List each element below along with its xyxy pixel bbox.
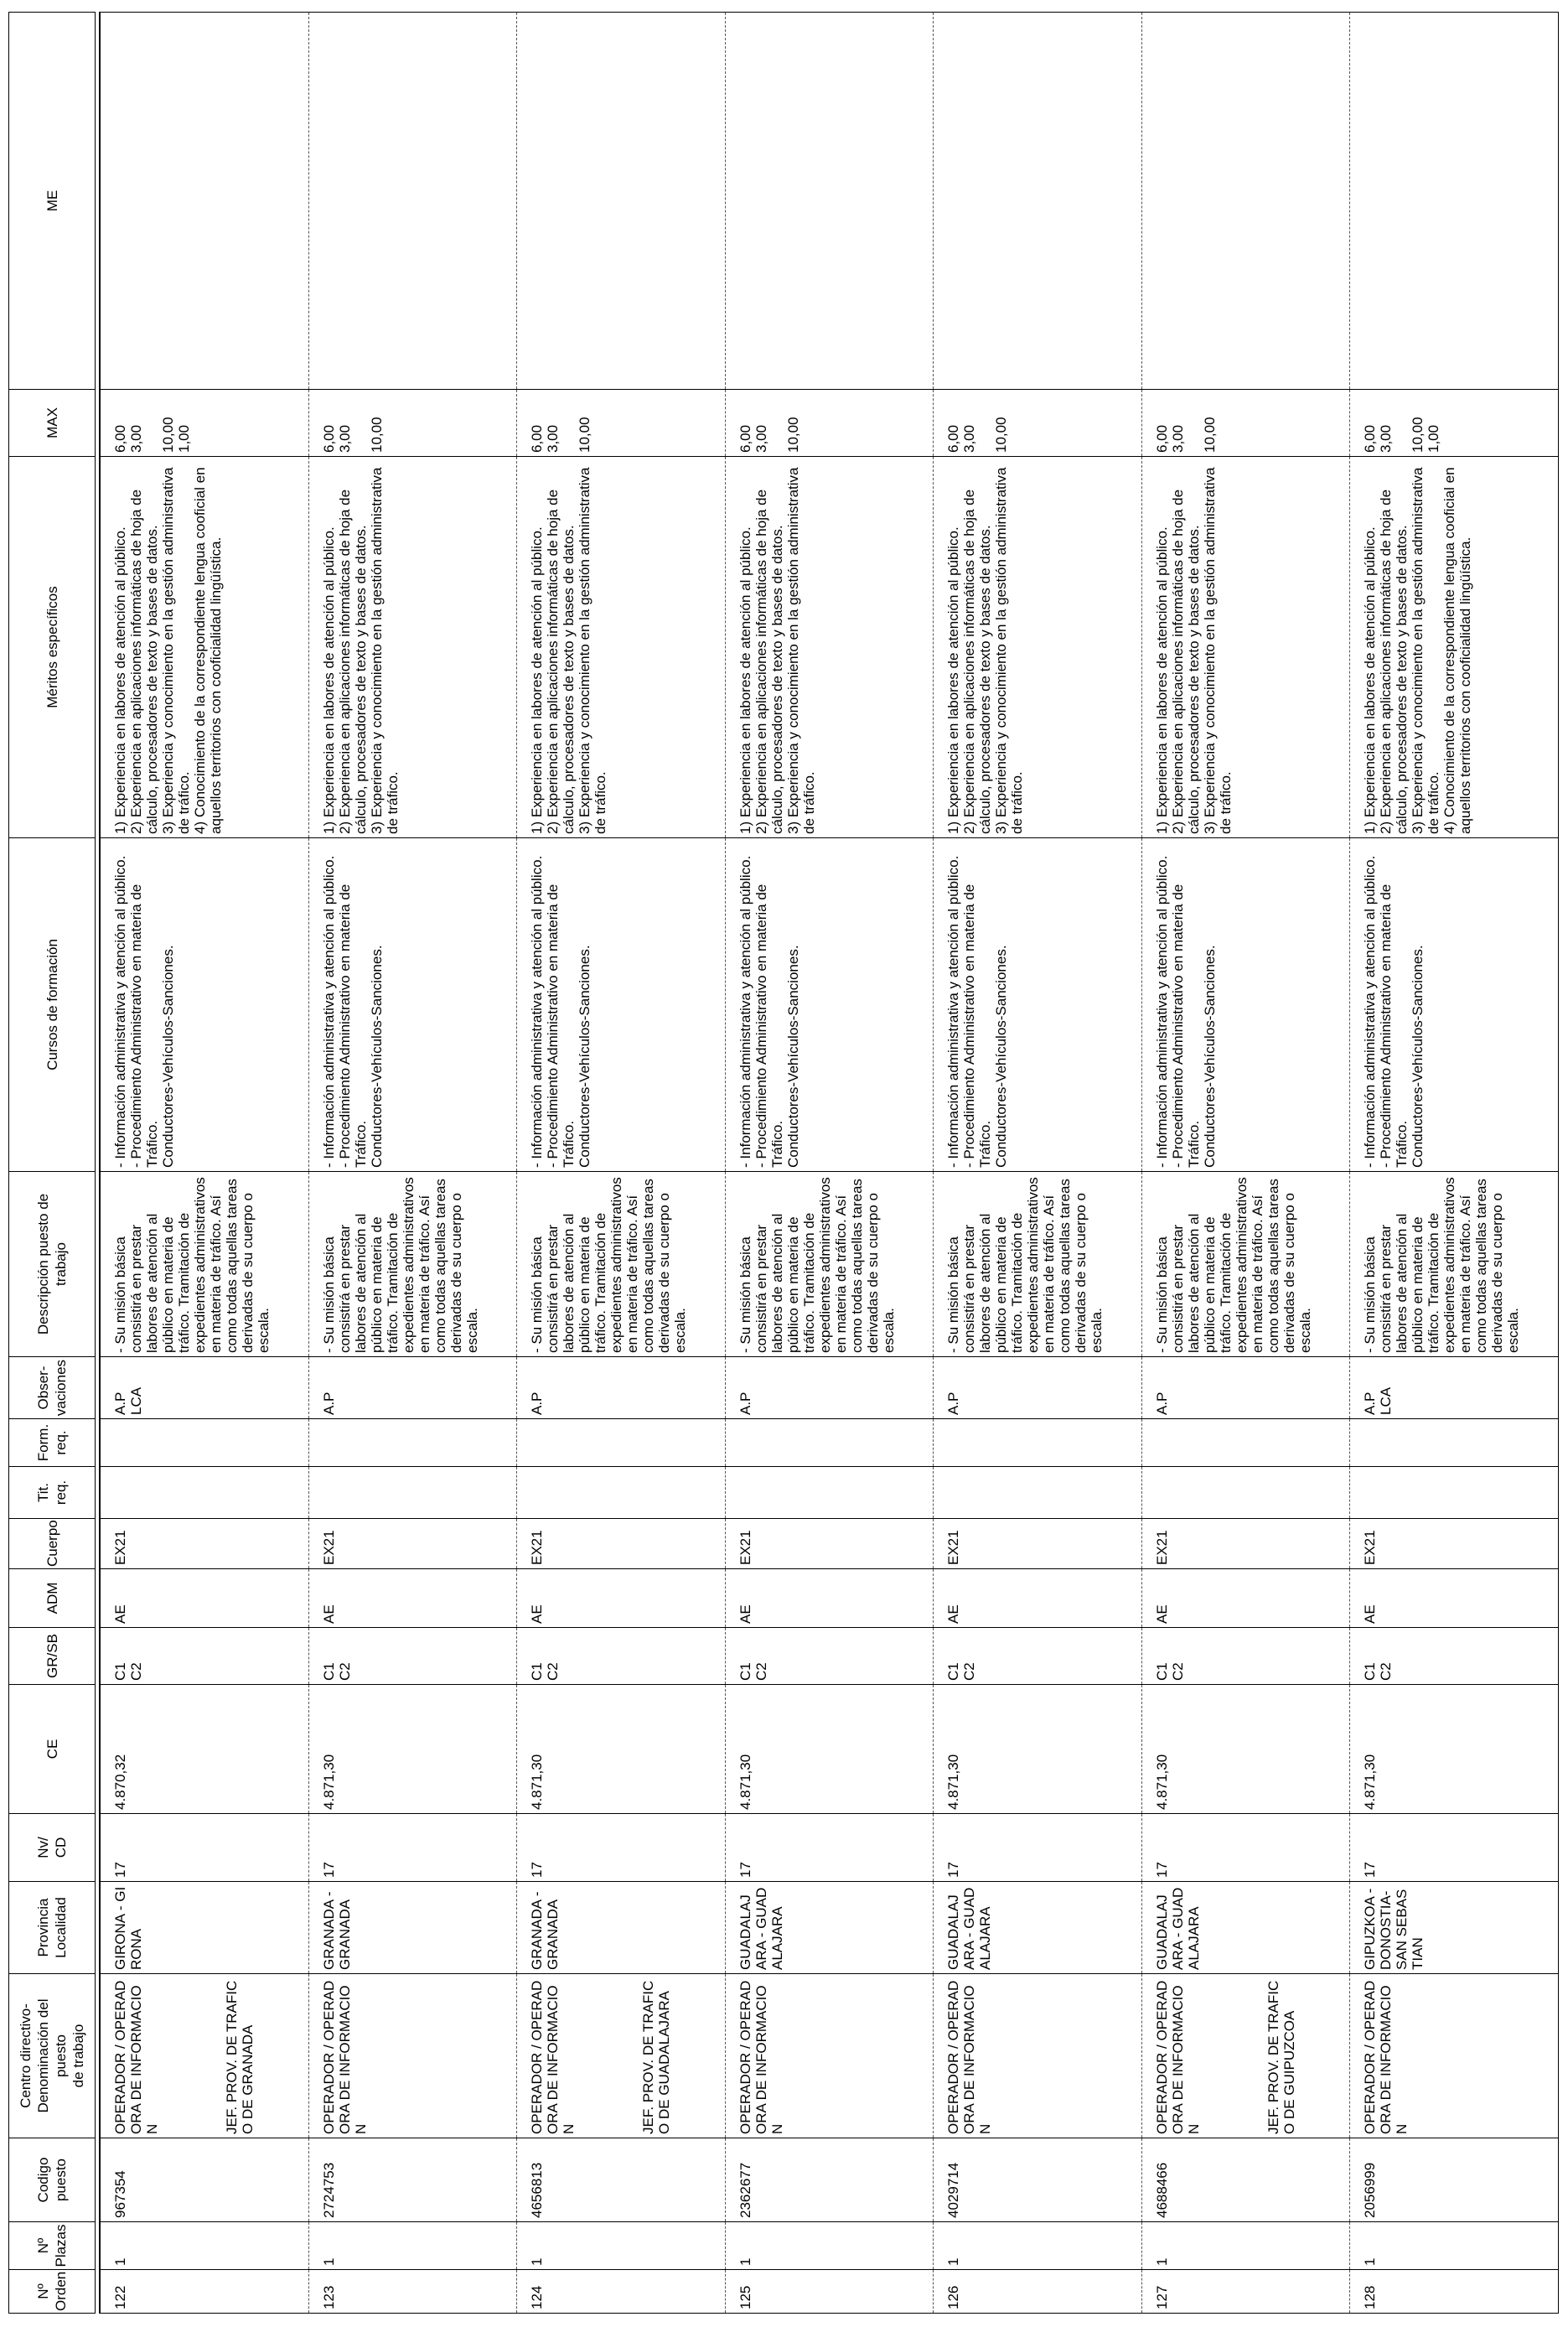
cell-centro: OPERADOR / OPERADORA DE INFORMACION JEF. PROV. DE TRAFICO DE GRANADA xyxy=(100,1974,308,2138)
cell-observaciones: A.P LCA xyxy=(1350,1357,1559,1419)
cell-grupo: C1 C2 xyxy=(1141,1628,1350,1685)
cell-titulacion xyxy=(517,1467,726,1519)
cell-descripcion: - Su misión básica consistirá en prestar labores de atención al público en materia de tráfico. Tramitación de expedientes administrativos en materia de tráfico. Así como todas aquellas tareas derivadas de su cuerpo o escala. xyxy=(308,1172,517,1357)
cell-ce: 4.871,30 xyxy=(725,1685,934,1814)
header-formacion: Form. req. xyxy=(9,1419,96,1467)
cell-adm: AE xyxy=(1350,1569,1559,1628)
cell-formacion xyxy=(1350,1419,1559,1467)
cell-meritos: 1) Experiencia en labores de atención al público. 2) Experiencia en aplicaciones informáticas de hoja de cálculo, procesadores de texto y bases de datos. 3) Experiencia y conocimiento en la gestión administrativa de tráfico. xyxy=(308,457,517,838)
cell-formacion xyxy=(517,1419,726,1467)
header-ce: CE xyxy=(9,1685,96,1814)
header-adm: ADM xyxy=(9,1569,96,1628)
cell-max: 6,00 3,00 10,00 xyxy=(934,390,1142,457)
cell-grupo: C1 C2 xyxy=(100,1628,308,1685)
cell-codigo: 4029714 xyxy=(934,2138,1142,2222)
cell-formacion xyxy=(100,1419,308,1467)
cell-grupo: C1 C2 xyxy=(934,1628,1142,1685)
cell-cuerpo: EX21 xyxy=(1350,1519,1559,1569)
header-titulacion: Tit. req. xyxy=(9,1467,96,1519)
cell-adm: AE xyxy=(100,1569,308,1628)
header-row xyxy=(9,13,96,2314)
cell-cursos: - Información administrativa y atención al público. - Procedimiento Administrativo en materia de Tráfico. Conductores-Vehículos-Sanciones. xyxy=(517,838,726,1172)
cell-descripcion: - Su misión básica consistirá en prestar labores de atención al público en materia de tráfico. Tramitación de expedientes administrativos en materia de tráfico. Así como todas aquellas tareas derivadas de su cuerpo o escala. xyxy=(1141,1172,1350,1357)
cell-centro: OPERADOR / OPERADORA DE INFORMACION xyxy=(934,1974,1142,2138)
header-codigo: Codigo puesto xyxy=(9,2138,96,2222)
cell-max: 6,00 3,00 10,00 1,00 xyxy=(1350,390,1559,457)
cell-ce: 4.871,30 xyxy=(1350,1685,1559,1814)
cell-codigo: 2362677 xyxy=(725,2138,934,2222)
cell-codigo: 2724753 xyxy=(308,2138,517,2222)
cell-meritos: 1) Experiencia en labores de atención al público. 2) Experiencia en aplicaciones informáticas de hoja de cálculo, procesadores de texto y bases de datos. 3) Experiencia y conocimiento en la gestión administrativa de tráfico. xyxy=(934,457,1142,838)
cell-meritos: 1) Experiencia en labores de atención al público. 2) Experiencia en aplicaciones informáticas de hoja de cálculo, procesadores de texto y bases de datos. 3) Experiencia y conocimiento en la gestión administrativa de tráfico. 4) Conocimiento de la correspondiente lengua cooficial en aquellos territorios con cooficialidad lingüística. xyxy=(100,457,308,838)
cell-me xyxy=(1141,13,1350,390)
cell-me xyxy=(934,13,1142,390)
cell-max: 6,00 3,00 10,00 1,00 xyxy=(100,390,308,457)
cell-cursos: - Información administrativa y atención al público. - Procedimiento Administrativo en materia de Tráfico. Conductores-Vehículos-Sanciones. xyxy=(1141,838,1350,1172)
cell-adm: AE xyxy=(725,1569,934,1628)
cell-orden: 123 xyxy=(308,2270,517,2314)
cell-grupo: C1 C2 xyxy=(725,1628,934,1685)
cell-max: 6,00 3,00 10,00 xyxy=(517,390,726,457)
header-centro: Centro directivo- Denominación del puesto de trabajo xyxy=(9,1974,96,2138)
cell-codigo: 2056999 xyxy=(1350,2138,1559,2222)
cell-titulacion xyxy=(725,1467,934,1519)
cell-orden: 125 xyxy=(725,2270,934,2314)
cell-ce: 4.871,30 xyxy=(308,1685,517,1814)
cell-orden: 124 xyxy=(517,2270,726,2314)
cell-descripcion: - Su misión básica consistirá en prestar labores de atención al público en materia de tráfico. Tramitación de expedientes administrativos en materia de tráfico. Así como todas aquellas tareas derivadas de su cuerpo o escala. xyxy=(1350,1172,1559,1357)
table-row xyxy=(517,13,726,2314)
cell-me xyxy=(725,13,934,390)
cell-nivel: 17 xyxy=(725,1814,934,1882)
cell-descripcion: - Su misión básica consistirá en prestar labores de atención al público en materia de tráfico. Tramitación de expedientes administrativos en materia de tráfico. Así como todas aquellas tareas derivadas de su cuerpo o escala. xyxy=(934,1172,1142,1357)
cell-cursos: - Información administrativa y atención al público. - Procedimiento Administrativo en materia de Tráfico. Conductores-Vehículos-Sanciones. xyxy=(934,838,1142,1172)
cell-grupo: C1 C2 xyxy=(308,1628,517,1685)
cell-orden: 128 xyxy=(1350,2270,1559,2314)
cell-adm: AE xyxy=(517,1569,726,1628)
cell-provincia: GIPUZKOA - DONOSTIA-SAN SEBASTIAN xyxy=(1350,1882,1559,1974)
cell-adm: AE xyxy=(934,1569,1142,1628)
cell-observaciones: A.P LCA xyxy=(100,1357,308,1419)
header-orden: Nº Orden xyxy=(9,2270,96,2314)
cell-observaciones: A.P xyxy=(934,1357,1142,1419)
cell-centro: OPERADOR / OPERADORA DE INFORMACION xyxy=(308,1974,517,2138)
cell-cursos: - Información administrativa y atención al público. - Procedimiento Administrativo en materia de Tráfico. Conductores-Vehículos-Sanciones. xyxy=(100,838,308,1172)
header-cuerpo: Cuerpo xyxy=(9,1519,96,1569)
cell-cuerpo: EX21 xyxy=(725,1519,934,1569)
cell-grupo: C1 C2 xyxy=(1350,1628,1559,1685)
cell-cursos: - Información administrativa y atención al público. - Procedimiento Administrativo en materia de Tráfico. Conductores-Vehículos-Sanciones. xyxy=(308,838,517,1172)
cell-observaciones: A.P xyxy=(517,1357,726,1419)
cell-titulacion xyxy=(1141,1467,1350,1519)
cell-observaciones: A.P xyxy=(1141,1357,1350,1419)
cell-centro: OPERADOR / OPERADORA DE INFORMACION xyxy=(725,1974,934,2138)
cell-max: 6,00 3,00 10,00 xyxy=(1141,390,1350,457)
cell-descripcion: - Su misión básica consistirá en prestar labores de atención al público en materia de tráfico. Tramitación de expedientes administrativos en materia de tráfico. Así como todas aquellas tareas derivadas de su cuerpo o escala. xyxy=(725,1172,934,1357)
header-nivel: Nv/ CD xyxy=(9,1814,96,1882)
cell-provincia: GUADALAJARA - GUADALAJARA xyxy=(1141,1882,1350,1974)
cell-codigo: 4656813 xyxy=(517,2138,726,2222)
cell-centro: OPERADOR / OPERADORA DE INFORMACION JEF. PROV. DE TRAFICO DE GUADALAJARA xyxy=(517,1974,726,2138)
header-observaciones: Obser- vaciones xyxy=(9,1357,96,1419)
cell-observaciones: A.P xyxy=(725,1357,934,1419)
cell-cuerpo: EX21 xyxy=(308,1519,517,1569)
cell-ce: 4.870,32 xyxy=(100,1685,308,1814)
cell-titulacion xyxy=(308,1467,517,1519)
cell-centro: OPERADOR / OPERADORA DE INFORMACION xyxy=(1350,1974,1559,2138)
header-me: ME xyxy=(9,13,96,390)
cell-meritos: 1) Experiencia en labores de atención al público. 2) Experiencia en aplicaciones informáticas de hoja de cálculo, procesadores de texto y bases de datos. 3) Experiencia y conocimiento en la gestión administrativa de tráfico. xyxy=(1141,457,1350,838)
table-row xyxy=(725,13,934,2314)
cell-grupo: C1 C2 xyxy=(517,1628,726,1685)
cell-codigo: 967354 xyxy=(100,2138,308,2222)
table-row xyxy=(1350,13,1559,2314)
cell-ce: 4.871,30 xyxy=(1141,1685,1350,1814)
header-plazas: Nº Plazas xyxy=(9,2222,96,2270)
table-row xyxy=(934,13,1142,2314)
header-max: MAX xyxy=(9,390,96,457)
cell-meritos: 1) Experiencia en labores de atención al público. 2) Experiencia en aplicaciones informáticas de hoja de cálculo, procesadores de texto y bases de datos. 3) Experiencia y conocimiento en la gestión administrativa de tráfico. 4) Conocimiento de la correspondiente lengua cooficial en aquellos territorios con cooficialidad lingüística. xyxy=(1350,457,1559,838)
cell-max: 6,00 3,00 10,00 xyxy=(725,390,934,457)
cell-plazas: 1 xyxy=(1141,2222,1350,2270)
cell-nivel: 17 xyxy=(1350,1814,1559,1882)
cell-max: 6,00 3,00 10,00 xyxy=(308,390,517,457)
cell-formacion xyxy=(1141,1419,1350,1467)
cell-plazas: 1 xyxy=(308,2222,517,2270)
cell-cursos: - Información administrativa y atención al público. - Procedimiento Administrativo en materia de Tráfico. Conductores-Vehículos-Sanciones. xyxy=(1350,838,1559,1172)
cell-plazas: 1 xyxy=(725,2222,934,2270)
cell-me xyxy=(1350,13,1559,390)
cell-orden: 127 xyxy=(1141,2270,1350,2314)
cell-nivel: 17 xyxy=(308,1814,517,1882)
header-descripcion: Descripción puesto de trabajo xyxy=(9,1172,96,1357)
cell-provincia: GUADALAJARA - GUADALAJARA xyxy=(725,1882,934,1974)
cell-adm: AE xyxy=(308,1569,517,1628)
cell-plazas: 1 xyxy=(1350,2222,1559,2270)
table-row xyxy=(100,13,308,2314)
cell-provincia: GRANADA - GRANADA xyxy=(308,1882,517,1974)
cell-me xyxy=(100,13,308,390)
cell-nivel: 17 xyxy=(1141,1814,1350,1882)
cell-orden: 122 xyxy=(100,2270,308,2314)
header-provincia: Provincia Localidad xyxy=(9,1882,96,1974)
cell-titulacion xyxy=(1350,1467,1559,1519)
cell-plazas: 1 xyxy=(100,2222,308,2270)
cell-orden: 126 xyxy=(934,2270,1142,2314)
cell-observaciones: A.P xyxy=(308,1357,517,1419)
cell-plazas: 1 xyxy=(934,2222,1142,2270)
cell-formacion xyxy=(934,1419,1142,1467)
cell-formacion xyxy=(308,1419,517,1467)
cell-me xyxy=(308,13,517,390)
cell-plazas: 1 xyxy=(517,2222,726,2270)
table-row xyxy=(308,13,517,2314)
cell-meritos: 1) Experiencia en labores de atención al público. 2) Experiencia en aplicaciones informáticas de hoja de cálculo, procesadores de texto y bases de datos. 3) Experiencia y conocimiento en la gestión administrativa de tráfico. xyxy=(725,457,934,838)
cell-cuerpo: EX21 xyxy=(517,1519,726,1569)
cell-provincia: GIRONA - GIRONA xyxy=(100,1882,308,1974)
cell-meritos: 1) Experiencia en labores de atención al público. 2) Experiencia en aplicaciones informáticas de hoja de cálculo, procesadores de texto y bases de datos. 3) Experiencia y conocimiento en la gestión administrativa de tráfico. xyxy=(517,457,726,838)
cell-descripcion: - Su misión básica consistirá en prestar labores de atención al público en materia de tráfico. Tramitación de expedientes administrativos en materia de tráfico. Así como todas aquellas tareas derivadas de su cuerpo o escala. xyxy=(100,1172,308,1357)
header-meritos: Méritos específicos xyxy=(9,457,96,838)
cell-nivel: 17 xyxy=(100,1814,308,1882)
table-row xyxy=(1141,13,1350,2314)
cell-ce: 4.871,30 xyxy=(934,1685,1142,1814)
cell-ce: 4.871,30 xyxy=(517,1685,726,1814)
cell-cuerpo: EX21 xyxy=(1141,1519,1350,1569)
cell-cuerpo: EX21 xyxy=(100,1519,308,1569)
cell-provincia: GRANADA - GRANADA xyxy=(517,1882,726,1974)
cell-cursos: - Información administrativa y atención al público. - Procedimiento Administrativo en materia de Tráfico. Conductores-Vehículos-Sanciones. xyxy=(725,838,934,1172)
cell-adm: AE xyxy=(1141,1569,1350,1628)
cell-formacion xyxy=(725,1419,934,1467)
cell-me xyxy=(517,13,726,390)
cell-nivel: 17 xyxy=(517,1814,726,1882)
cell-titulacion xyxy=(100,1467,308,1519)
header-grupo: GR/SB xyxy=(9,1628,96,1685)
cell-codigo: 4688466 xyxy=(1141,2138,1350,2222)
cell-nivel: 17 xyxy=(934,1814,1142,1882)
cell-centro: OPERADOR / OPERADORA DE INFORMACION JEF. PROV. DE TRAFICO DE GUIPUZCOA xyxy=(1141,1974,1350,2138)
header-cursos: Cursos de formación xyxy=(9,838,96,1172)
positions-table xyxy=(8,12,1559,2314)
cell-cuerpo: EX21 xyxy=(934,1519,1142,1569)
cell-titulacion xyxy=(934,1467,1142,1519)
cell-descripcion: - Su misión básica consistirá en prestar labores de atención al público en materia de tráfico. Tramitación de expedientes administrativos en materia de tráfico. Así como todas aquellas tareas derivadas de su cuerpo o escala. xyxy=(517,1172,726,1357)
cell-provincia: GUADALAJARA - GUADALAJARA xyxy=(934,1882,1142,1974)
